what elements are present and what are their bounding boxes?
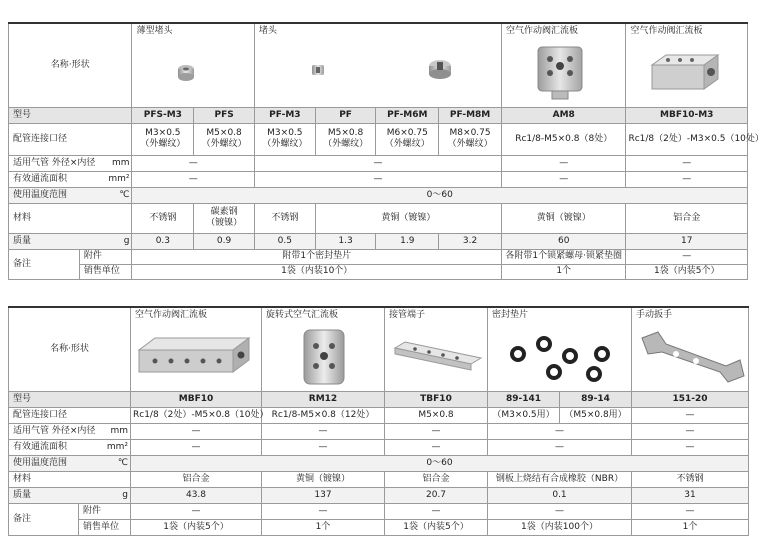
accessory-gasket: — [488,503,632,519]
tube-mbf10-m3: — [626,155,748,171]
model-tbf10: TBF10 [385,391,488,407]
sales-row [9,264,748,279]
mass-pf: 1.3 [315,233,376,249]
mass-rm12: 137 [262,487,385,503]
area-gasket: — [488,439,632,455]
accessory-mbf10: — [131,503,262,519]
port-pfs: M5×0.8 （外螺纹） [194,123,255,155]
accessory-tbf10: — [385,503,488,519]
gasket-title: 密封垫片 [492,310,529,320]
accessory-mbf10-m3: — [626,249,748,264]
area-row [9,171,748,187]
port-am8: Rc1/8-M5×0.8（8处） [501,123,626,155]
sales-rm12: 1个 [262,519,385,535]
model-pf: PF [315,107,376,123]
rm12-header [262,307,385,391]
material-pf: 黄铜（镀镍） [315,203,501,233]
model-am8: AM8 [501,107,626,123]
sales-mbf10: 1袋（内装5个） [131,519,262,535]
mbf10-m3-manifold-image [648,49,722,93]
temp-label-2: 使用温度范围 ℃ [9,455,131,471]
temp-value-2: 0～60 [131,455,749,471]
sales-row-2 [9,519,749,535]
temp-value: 0～60 [132,187,748,203]
plug-small-image [309,62,329,80]
accessory-label: 附件 [79,249,132,264]
model-151-20: 151-20 [632,391,749,407]
wrench-image [636,326,748,388]
port-pf-m3: M3×0.5 （外螺纹） [254,123,315,155]
port-151-20: — [632,407,749,423]
accessory-row [9,249,748,264]
model-pfs: PFS [194,107,255,123]
accessory-rm12: — [262,503,385,519]
am8-manifold-header [501,23,626,107]
sales-plugs: 1袋（内装10个） [132,264,501,279]
accessory-151-20: — [632,503,749,519]
model-89-14: 89-14 [560,391,632,407]
area-label-2: 有效通流面积 mm² [9,439,131,455]
tube-row-2 [9,423,749,439]
mass-label-2: 质量 g [9,487,131,503]
model-mbf10: MBF10 [131,391,262,407]
model-pfs-m3: PFS-M3 [132,107,194,123]
mbf10-m3-title: 空气作动阀汇流板 [630,26,703,36]
area-mbf10-m3: — [626,171,748,187]
port-row-2 [9,407,749,423]
plug-large-image [426,58,454,82]
tube-am8: — [501,155,626,171]
sales-am8: 1个 [501,264,626,279]
material-151-20: 不锈钢 [632,471,749,487]
accessory-am8: 各附带1个锁紧螺母·锁紧垫圈 [501,249,626,264]
accessory-plugs: 附带1个密封垫片 [132,249,501,264]
material-pfs-m3: 不锈钢 [132,203,194,233]
note-label: 备注 [9,249,80,279]
mass-151-20: 31 [632,487,749,503]
sales-unit-label-2: 销售单位 [79,519,131,535]
tube-pfs: — [132,155,254,171]
mass-pf-m8m: 3.2 [439,233,502,249]
area-row-2 [9,439,749,455]
sales-unit-label: 销售单位 [79,264,132,279]
model-pf-m3: PF-M3 [254,107,315,123]
port-row [9,123,748,155]
temp-row-2 [9,455,749,471]
temp-label: 使用温度范围 ℃ [9,187,132,203]
tube-rm12: — [262,423,385,439]
tube-151-20: — [632,423,749,439]
tube-tbf10: — [385,423,488,439]
wrench-title: 手动扳手 [636,310,673,320]
mass-pf-m3: 0.5 [254,233,315,249]
material-row-2 [9,471,749,487]
sales-tbf10: 1袋（内装5个） [385,519,488,535]
material-label: 材料 [9,203,132,233]
tbf10-terminal-image [391,334,485,376]
material-tbf10: 铝合金 [385,471,488,487]
area-rm12: — [262,439,385,455]
spec-table-plugs-manifolds [8,22,764,280]
port-label-2: 配管连接口径 [9,407,131,423]
thin-plug-image [174,62,198,84]
port-mbf10-m3: Rc1/8（2处）-M3×0.5（10处） [626,123,748,155]
mbf10-header [131,307,262,391]
mbf10-title: 空气作动阀汇流板 [135,310,208,320]
am8-title: 空气作动阀汇流板 [505,26,578,36]
material-mbf10: 铝合金 [131,471,262,487]
plug-title: 堵头 [258,26,277,36]
material-gasket: 钢板上烧结有合成橡胶（NBR） [488,471,632,487]
rm12-title: 旋转式空气汇流板 [266,310,339,320]
tube-pf: — [254,155,501,171]
area-pf: — [254,171,501,187]
material-am8: 黄铜（镀镍） [501,203,626,233]
model-89-141: 89-141 [488,391,560,407]
port-rm12: Rc1/8-M5×0.8（12处） [262,407,385,423]
accessory-label-2: 附件 [79,503,131,519]
port-label: 配管连接口径 [9,123,132,155]
gasket-image [504,332,622,384]
material-pfs: 碳素钢 （镀镍） [194,203,255,233]
tbf10-header [385,307,488,391]
am8-manifold-image [532,41,588,103]
spec-table-manifolds-fittings [8,306,749,536]
model-label: 型号 [9,107,132,123]
port-tbf10: M5×0.8 [385,407,488,423]
thin-plug-header [132,23,254,107]
tube-gasket: — [488,423,632,439]
area-label: 有效通流面积 mm² [9,171,132,187]
tube-label: 适用气管 外径×内径 mm [9,155,132,171]
mass-pfs-m3: 0.3 [132,233,194,249]
area-pfs: — [132,171,254,187]
mass-row-2 [9,487,749,503]
gasket-header [488,307,632,391]
area-151-20: — [632,439,749,455]
tbf10-title: 接管端子 [389,310,426,320]
mass-gasket: 0.1 [488,487,632,503]
mass-am8: 60 [501,233,626,249]
port-89-14: （M5×0.8用） [560,407,632,423]
model-row [9,107,748,123]
sales-gasket: 1袋（内装100个） [488,519,632,535]
sales-mbf10-m3: 1袋（内装5个） [626,264,748,279]
wrench-header [632,307,749,391]
material-mbf10-m3: 铝合金 [626,203,748,233]
mass-tbf10: 20.7 [385,487,488,503]
material-label-2: 材料 [9,471,131,487]
mass-label: 质量 g [9,233,132,249]
name-shape-label-2: 名称·形状 [9,307,131,391]
material-row [9,203,748,233]
mass-mbf10: 43.8 [131,487,262,503]
port-pf-m8m: M8×0.75 （外螺纹） [439,123,502,155]
area-mbf10: — [131,439,262,455]
material-pf-m3: 不锈钢 [254,203,315,233]
model-row-2 [9,391,749,407]
model-pf-m8m: PF-M8M [439,107,502,123]
port-pf: M5×0.8 （外螺纹） [315,123,376,155]
area-tbf10: — [385,439,488,455]
sales-151-20: 1个 [632,519,749,535]
mass-row [9,233,748,249]
header-row [9,23,748,107]
port-89-141: （M3×0.5用） [488,407,560,423]
model-mbf10-m3: MBF10-M3 [626,107,748,123]
rm12-manifold-image [298,326,350,388]
mbf10-manifold-image [135,328,255,384]
mass-pf-m6m: 1.9 [376,233,439,249]
temp-row [9,187,748,203]
model-pf-m6m: PF-M6M [376,107,439,123]
area-am8: — [501,171,626,187]
mass-pfs: 0.9 [194,233,255,249]
tube-label-2: 适用气管 外径×内径 mm [9,423,131,439]
port-pfs-m3: M3×0.5 （外螺纹） [132,123,194,155]
accessory-row-2 [9,503,749,519]
header-row-2 [9,307,749,391]
port-mbf10: Rc1/8（2处）-M5×0.8（10处） [131,407,262,423]
tube-row [9,155,748,171]
mbf10-m3-manifold-header [626,23,748,107]
model-label-2: 型号 [9,391,131,407]
tube-mbf10: — [131,423,262,439]
note-label-2: 备注 [9,503,79,535]
mass-mbf10-m3: 17 [626,233,748,249]
material-rm12: 黄铜（镀镍） [262,471,385,487]
plug-header [254,23,501,107]
model-rm12: RM12 [262,391,385,407]
name-shape-label: 名称·形状 [9,23,132,107]
port-pf-m6m: M6×0.75 （外螺纹） [376,123,439,155]
thin-plug-title: 薄型堵头 [136,26,173,36]
